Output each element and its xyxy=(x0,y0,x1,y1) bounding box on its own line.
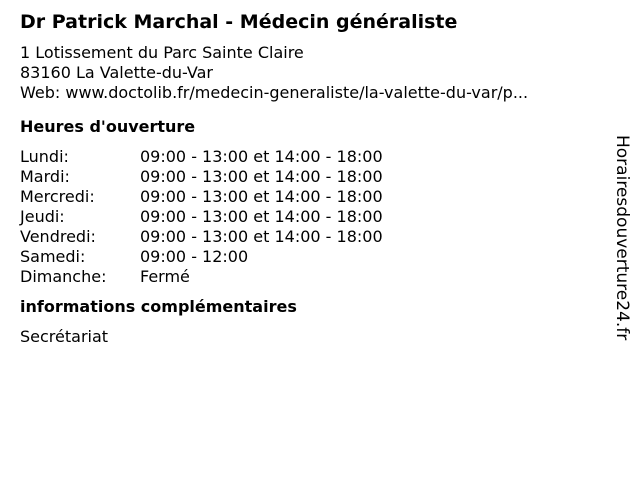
additional-info-text: Secrétariat xyxy=(20,327,109,346)
day-label: Mardi: xyxy=(20,167,70,186)
hours-row-friday xyxy=(20,227,610,247)
hours-row-thursday xyxy=(20,207,610,227)
day-hours: 09:00 - 13:00 et 14:00 - 18:00 xyxy=(140,187,383,206)
day-label: Vendredi: xyxy=(20,227,96,246)
day-label: Lundi: xyxy=(20,147,69,166)
day-hours: 09:00 - 12:00 xyxy=(140,247,249,266)
doctor-card xyxy=(20,10,610,347)
site-watermark: Horairesdouverture24.fr xyxy=(612,135,632,341)
opening-hours-heading: Heures d'ouverture xyxy=(20,117,196,136)
hours-row-wednesday xyxy=(20,187,610,207)
hours-row-monday xyxy=(20,147,610,167)
day-hours: 09:00 - 13:00 et 14:00 - 18:00 xyxy=(140,147,383,166)
page-title: Dr Patrick Marchal - Médecin généraliste xyxy=(20,11,458,33)
day-hours: Fermé xyxy=(140,267,190,286)
hours-row-sunday xyxy=(20,267,610,287)
website-link[interactable]: Web: www.doctolib.fr/medecin-generaliste/la-valette-du-var/p... xyxy=(20,83,529,102)
day-hours: 09:00 - 13:00 et 14:00 - 18:00 xyxy=(140,227,383,246)
day-label: Dimanche: xyxy=(20,267,107,286)
hours-row-saturday xyxy=(20,247,610,267)
day-hours: 09:00 - 13:00 et 14:00 - 18:00 xyxy=(140,167,383,186)
hours-row-tuesday xyxy=(20,167,610,187)
opening-hours-table xyxy=(20,147,610,287)
day-label: Samedi: xyxy=(20,247,86,266)
address-line-street: 1 Lotissement du Parc Sainte Claire xyxy=(20,43,304,62)
address-block xyxy=(20,43,610,103)
day-hours: 09:00 - 13:00 et 14:00 - 18:00 xyxy=(140,207,383,226)
day-label: Jeudi: xyxy=(20,207,65,226)
day-label: Mercredi: xyxy=(20,187,95,206)
additional-info-heading: informations complémentaires xyxy=(20,297,297,316)
address-line-city: 83160 La Valette-du-Var xyxy=(20,63,213,82)
